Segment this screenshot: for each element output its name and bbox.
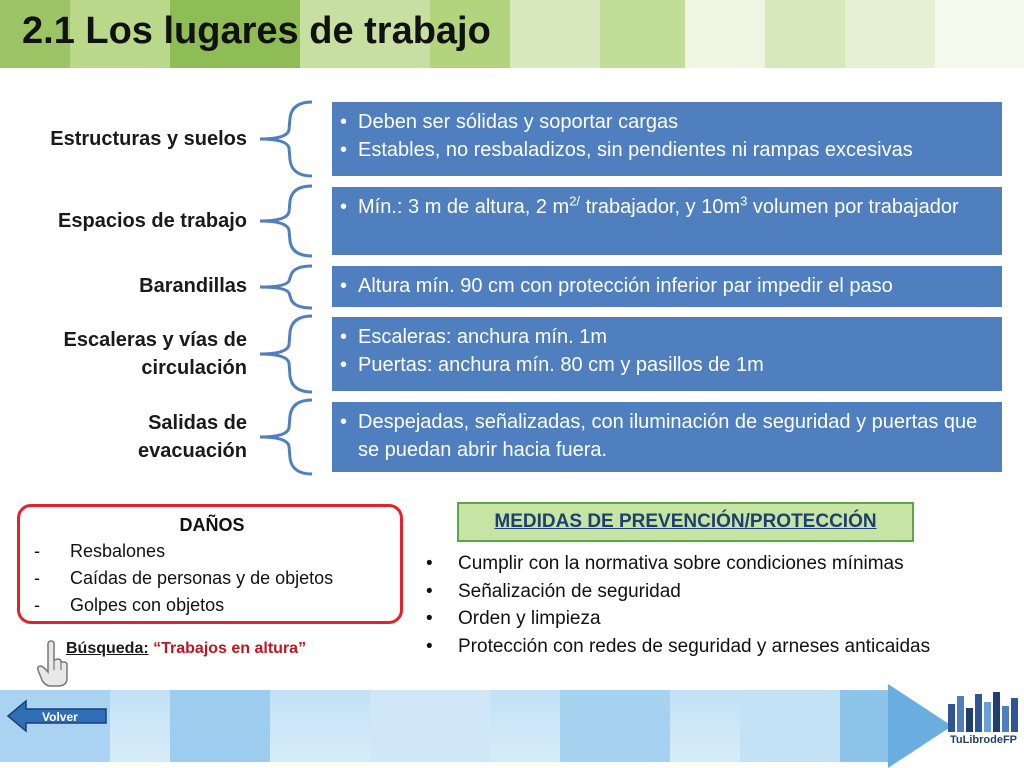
title-band-block bbox=[600, 0, 685, 68]
superscript: 3 bbox=[740, 193, 748, 209]
row-label-escaleras bbox=[64, 326, 247, 382]
footer-arrow-band bbox=[0, 684, 1024, 768]
danos-item: - Caídas de personas y de objetos bbox=[34, 565, 390, 592]
danos-item: - Golpes con objetos bbox=[34, 592, 390, 619]
row-box-barandillas bbox=[332, 266, 1002, 307]
books-logo-icon bbox=[946, 688, 1020, 734]
row-box-estructuras bbox=[332, 102, 1002, 176]
logo-text: TuLibrodeFP bbox=[950, 734, 1018, 746]
bullet-text: trabajador, y 10m bbox=[580, 196, 741, 218]
row-bullet: • Puertas: anchura mín. 80 cm y pasillos de 1m bbox=[338, 351, 994, 379]
medidas-item: • Cumplir con la normativa sobre condiciones mínimas bbox=[420, 550, 1000, 578]
row-label-estructuras: Estructuras y suelos bbox=[50, 128, 247, 150]
bullet-text: Mín.: 3 m de altura, 2 m bbox=[358, 196, 570, 218]
row-bullet: • Despejadas, señalizadas, con iluminación de seguridad y puertas que se puedan abrir hacia fuera. bbox=[338, 408, 994, 464]
page-title: 2.1 Los lugares de trabajo bbox=[22, 10, 491, 52]
row-bullet: • Estables, no resbaladizos, sin pendientes ni rampas excesivas bbox=[338, 136, 994, 164]
medidas-list bbox=[420, 550, 1000, 660]
row-bullet: • Altura mín. 90 cm con protección inferior par impedir el paso bbox=[338, 272, 994, 300]
title-band-block bbox=[765, 0, 845, 68]
danos-item: - Resbalones bbox=[34, 538, 390, 565]
medidas-item: • Protección con redes de seguridad y arneses anticaidas bbox=[420, 633, 1000, 661]
bullet-text: volumen por trabajador bbox=[747, 196, 959, 218]
back-button[interactable] bbox=[6, 698, 110, 734]
back-button-label: Volver bbox=[42, 710, 78, 724]
row-box-salidas bbox=[332, 402, 1002, 472]
row-bullet: • Deben ser sólidas y soportar cargas bbox=[338, 108, 994, 136]
brace-icon bbox=[256, 184, 314, 258]
row-box-escaleras bbox=[332, 317, 1002, 391]
medidas-title: MEDIDAS DE PREVENCIÓN/PROTECCIÓN bbox=[457, 502, 914, 542]
brace-icon bbox=[256, 100, 314, 178]
row-label-line: evacuación bbox=[138, 440, 247, 462]
row-label-espacios: Espacios de trabajo bbox=[58, 210, 247, 232]
row-label-salidas bbox=[138, 409, 247, 465]
row-label-line: Escaleras y vías de bbox=[63, 329, 247, 351]
title-band-block bbox=[510, 0, 600, 68]
logo bbox=[946, 688, 1020, 764]
pointing-hand-icon[interactable] bbox=[36, 640, 70, 688]
brace-icon bbox=[256, 398, 314, 476]
row-label-line: circulación bbox=[141, 357, 247, 379]
medidas-item: • Señalización de seguridad bbox=[420, 578, 1000, 606]
row-bullet: • Escaleras: anchura mín. 1m bbox=[338, 323, 994, 351]
medidas-item: • Orden y limpieza bbox=[420, 605, 1000, 633]
danos-title: DAÑOS bbox=[179, 515, 245, 535]
busqueda-label: Búsqueda: bbox=[66, 640, 149, 657]
superscript: 2/ bbox=[569, 193, 581, 209]
brace-icon bbox=[256, 314, 314, 394]
busqueda-link[interactable] bbox=[66, 640, 306, 658]
title-band-block bbox=[935, 0, 1024, 68]
row-box-espacios bbox=[332, 187, 1002, 255]
title-band bbox=[0, 0, 1024, 68]
danos-box bbox=[17, 504, 403, 624]
row-label-line: Salidas de bbox=[148, 412, 247, 434]
brace-icon bbox=[256, 264, 314, 310]
busqueda-value: “Trabajos en altura” bbox=[153, 640, 307, 657]
row-label-barandillas: Barandillas bbox=[139, 275, 247, 297]
row-bullet bbox=[338, 193, 994, 221]
title-band-block bbox=[845, 0, 935, 68]
title-band-block bbox=[685, 0, 765, 68]
